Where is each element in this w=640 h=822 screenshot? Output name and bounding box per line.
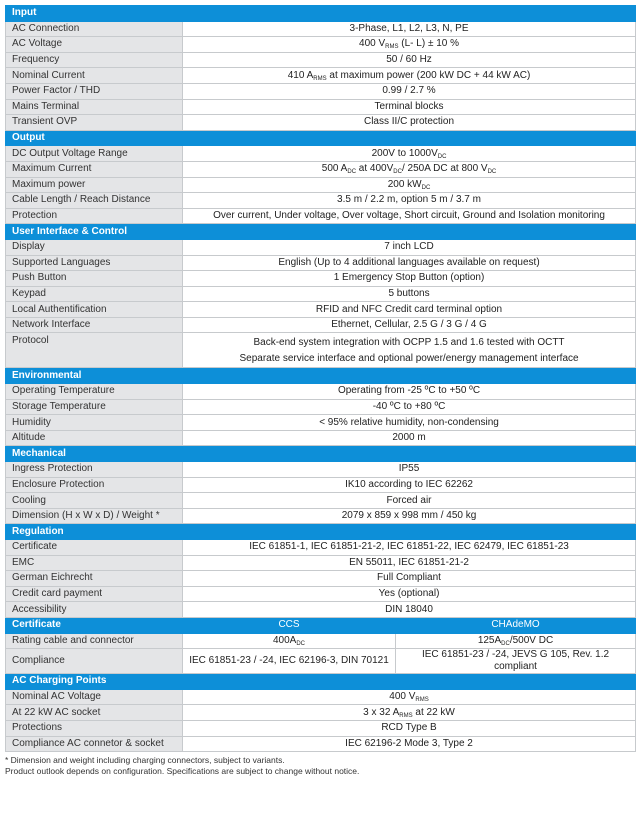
spec-row <box>6 508 636 524</box>
unit-subscript: DC <box>347 169 357 176</box>
spec-row <box>6 255 636 271</box>
unit-subscript: DC <box>487 169 497 176</box>
section-header-ac-charging-points <box>6 674 636 690</box>
spec-row <box>6 586 636 602</box>
spec-value <box>183 37 636 53</box>
spec-row <box>6 720 636 736</box>
spec-label: Operating Temperature <box>6 384 183 400</box>
value-text: IEC 61851-23 / -24, JEVS G 105, Rev. 1.2 compliant <box>421 649 610 673</box>
spec-label: Power Factor / THD <box>6 83 183 99</box>
spec-value: -40 ºC to +80 ºC <box>183 399 636 415</box>
section-title: Certificate <box>6 617 183 633</box>
spec-label: Transient OVP <box>6 115 183 131</box>
spec-label: Supported Languages <box>6 255 183 271</box>
spec-value: RCD Type B <box>183 720 636 736</box>
section-title: Output <box>6 130 636 146</box>
spec-label: Credit card payment <box>6 586 183 602</box>
section-title: Mechanical <box>6 446 636 462</box>
spec-label: Nominal AC Voltage <box>6 689 183 705</box>
spec-value: < 95% relative humidity, non-condensing <box>183 415 636 431</box>
spec-row <box>6 462 636 478</box>
spec-row <box>6 271 636 287</box>
spec-label: Ingress Protection <box>6 462 183 478</box>
column-header-ccs: CCS <box>183 617 396 633</box>
spec-label: Nominal Current <box>6 68 183 84</box>
spec-row <box>6 689 636 705</box>
spec-value-ccs <box>183 649 396 674</box>
value-text: 200V to 1000V <box>371 147 438 159</box>
spec-value <box>183 177 636 193</box>
spec-label: Cable Length / Reach Distance <box>6 193 183 209</box>
value-text: 400 V <box>389 691 416 703</box>
value-text: at 400V <box>356 163 394 175</box>
spec-row <box>6 146 636 162</box>
section-title: Environmental <box>6 368 636 384</box>
section-header-environmental <box>6 368 636 384</box>
spec-label: At 22 kW AC socket <box>6 705 183 721</box>
spec-row <box>6 705 636 721</box>
spec-value: IP55 <box>183 462 636 478</box>
spec-label: Maximum power <box>6 177 183 193</box>
spec-label: Display <box>6 239 183 255</box>
section-title: Input <box>6 6 636 22</box>
spec-value: Ethernet, Cellular, 2.5 G / 3 G / 4 G <box>183 317 636 333</box>
spec-row <box>6 177 636 193</box>
spec-value: 7 inch LCD <box>183 239 636 255</box>
section-header-mechanical <box>6 446 636 462</box>
section-title: User Interface & Control <box>6 224 636 240</box>
value-text: 400A <box>272 634 297 646</box>
spec-value: 3-Phase, L1, L2, L3, N, PE <box>183 21 636 37</box>
section-title: Regulation <box>6 524 636 540</box>
spec-row <box>6 193 636 209</box>
spec-row <box>6 555 636 571</box>
unit-subscript: RMS <box>313 75 327 82</box>
spec-label: German Eichrecht <box>6 571 183 587</box>
spec-table <box>5 5 636 752</box>
spec-value: Operating from -25 ºC to +50 ºC <box>183 384 636 400</box>
spec-row <box>6 384 636 400</box>
spec-value: 3.5 m / 2.2 m, option 5 m / 3.7 m <box>183 193 636 209</box>
spec-row <box>6 37 636 53</box>
spec-label: Accessibility <box>6 602 183 618</box>
spec-value: 5 buttons <box>183 286 636 302</box>
spec-value <box>183 68 636 84</box>
spec-value: Yes (optional) <box>183 586 636 602</box>
spec-value: 2000 m <box>183 430 636 446</box>
spec-row <box>6 208 636 224</box>
spec-value: IEC 61851-1, IEC 61851-21-2, IEC 61851-22, IEC 62479, IEC 61851-23 <box>183 540 636 556</box>
spec-label: Frequency <box>6 52 183 68</box>
value-text: 3 x 32 A <box>363 706 400 718</box>
spec-value: IEC 62196-2 Mode 3, Type 2 <box>183 736 636 752</box>
spec-label: Dimension (H x W x D) / Weight * <box>6 508 183 524</box>
spec-row <box>6 477 636 493</box>
spec-label: Protection <box>6 208 183 224</box>
spec-value: 1 Emergency Stop Button (option) <box>183 271 636 287</box>
unit-subscript: DC <box>421 184 431 191</box>
spec-value <box>183 161 636 177</box>
value-text: IEC 61851-23 / -24, IEC 62196-3, DIN 70121 <box>189 655 389 667</box>
spec-row <box>6 602 636 618</box>
spec-value-chademo <box>396 633 636 649</box>
spec-row <box>6 286 636 302</box>
unit-subscript: RMS <box>385 44 399 51</box>
footnote: * Dimension and weight including charging connectors, subject to variants. <box>5 755 285 766</box>
spec-value <box>183 705 636 721</box>
spec-label: Maximum Current <box>6 161 183 177</box>
spec-value <box>183 146 636 162</box>
spec-value: DIN 18040 <box>183 602 636 618</box>
spec-value <box>183 689 636 705</box>
unit-subscript: DC <box>296 640 306 647</box>
spec-row <box>6 83 636 99</box>
spec-value: 2079 x 859 x 998 mm / 450 kg <box>183 508 636 524</box>
spec-label: Enclosure Protection <box>6 477 183 493</box>
spec-label: Network Interface <box>6 317 183 333</box>
spec-label: Storage Temperature <box>6 399 183 415</box>
spec-label: EMC <box>6 555 183 571</box>
spec-row <box>6 430 636 446</box>
spec-value: English (Up to 4 additional languages available on request) <box>183 255 636 271</box>
value-text: 410 A <box>287 69 314 81</box>
section-header-regulation <box>6 524 636 540</box>
spec-label: Protections <box>6 720 183 736</box>
section-header-input <box>6 6 636 22</box>
spec-row <box>6 99 636 115</box>
spec-value-ccs <box>183 633 396 649</box>
spec-row <box>6 493 636 509</box>
spec-row <box>6 317 636 333</box>
section-header-user-interface-control <box>6 224 636 240</box>
spec-value: Over current, Under voltage, Over voltage, Short circuit, Ground and Isolation monitoring <box>183 208 636 224</box>
unit-subscript: RMS <box>415 697 429 704</box>
spec-row <box>6 52 636 68</box>
spec-row <box>6 736 636 752</box>
value-text: at 22 kW <box>412 706 455 718</box>
value-text: / 250A DC at 800 V <box>401 163 488 175</box>
spec-label: Humidity <box>6 415 183 431</box>
spec-value: RFID and NFC Credit card terminal option <box>183 302 636 318</box>
value-text: 200 kW <box>387 178 422 190</box>
spec-value: Full Compliant <box>183 571 636 587</box>
value-text: (L- L) ± 10 % <box>398 38 460 50</box>
spec-value: EN 55011, IEC 61851-21-2 <box>183 555 636 571</box>
spec-row <box>6 649 636 674</box>
spec-row <box>6 161 636 177</box>
spec-label: Keypad <box>6 286 183 302</box>
spec-row <box>6 68 636 84</box>
spec-label: Compliance <box>6 649 183 674</box>
spec-label: DC Output Voltage Range <box>6 146 183 162</box>
value-text: at maximum power (200 kW DC + 44 kW AC) <box>326 69 531 81</box>
unit-subscript: DC <box>437 153 447 160</box>
footnote: Product outlook depends on configuration. Specifications are subject to change without notice. <box>5 766 360 777</box>
spec-label: AC Connection <box>6 21 183 37</box>
spec-value: 50 / 60 Hz <box>183 52 636 68</box>
spec-label: Compliance AC connetor & socket <box>6 736 183 752</box>
spec-label: Certificate <box>6 540 183 556</box>
value-line: Separate service interface and optional power/energy management interface <box>239 353 579 365</box>
section-header-certificate <box>6 617 636 633</box>
section-title: AC Charging Points <box>6 674 636 690</box>
spec-label: Mains Terminal <box>6 99 183 115</box>
spec-value: Class II/C protection <box>183 115 636 131</box>
spec-value: Terminal blocks <box>183 99 636 115</box>
spec-row <box>6 21 636 37</box>
section-header-output <box>6 130 636 146</box>
spec-value: IK10 according to IEC 62262 <box>183 477 636 493</box>
spec-label: Altitude <box>6 430 183 446</box>
value-text: 400 V <box>359 38 386 50</box>
spec-label: AC Voltage <box>6 37 183 53</box>
footnotes <box>5 755 635 777</box>
value-text: /500V DC <box>509 634 554 646</box>
spec-row <box>6 571 636 587</box>
spec-label: Rating cable and connector <box>6 633 183 649</box>
spec-label: Cooling <box>6 493 183 509</box>
unit-subscript: DC <box>393 169 402 176</box>
spec-row <box>6 633 636 649</box>
unit-subscript: RMS <box>399 712 413 719</box>
spec-label: Protocol <box>6 333 183 368</box>
spec-row <box>6 399 636 415</box>
spec-row <box>6 540 636 556</box>
value-text: 125A <box>477 634 502 646</box>
value-line: Back-end system integration with OCPP 1.5 and 1.6 tested with OCTT <box>253 337 565 349</box>
spec-row <box>6 333 636 368</box>
spec-value-chademo <box>396 649 636 674</box>
spec-row <box>6 239 636 255</box>
spec-row <box>6 115 636 131</box>
spec-row <box>6 415 636 431</box>
spec-value: Forced air <box>183 493 636 509</box>
spec-value: 0.99 / 2.7 % <box>183 83 636 99</box>
spec-value <box>183 333 636 368</box>
column-header-chademo: CHAdeMO <box>396 617 636 633</box>
spec-label: Local Authentification <box>6 302 183 318</box>
value-text: 500 A <box>321 163 348 175</box>
spec-label: Push Button <box>6 271 183 287</box>
spec-row <box>6 302 636 318</box>
unit-subscript: DC <box>501 640 510 647</box>
spec-sheet <box>5 5 635 777</box>
